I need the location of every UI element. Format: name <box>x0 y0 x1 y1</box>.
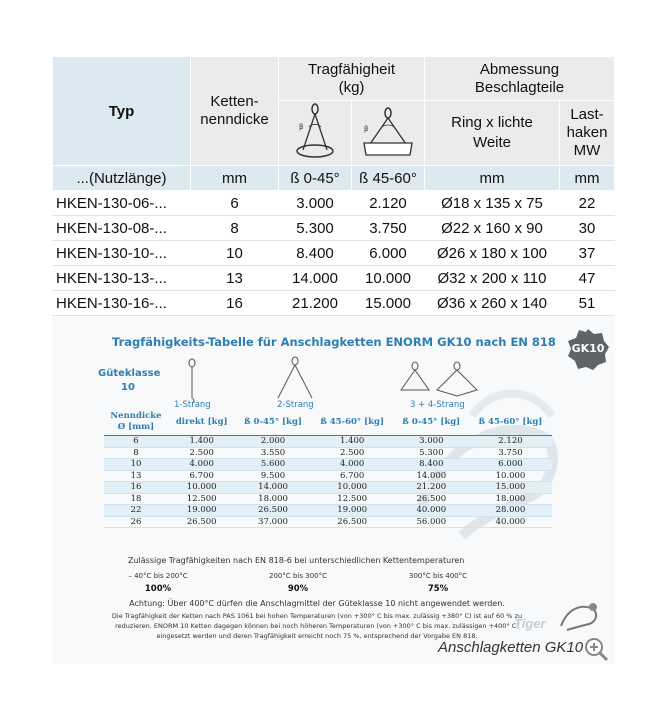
table-row <box>104 436 552 448</box>
table-row <box>104 447 552 459</box>
subheader-cell: mm <box>560 166 615 191</box>
cell: 10.000 <box>469 470 552 482</box>
cell-load-0-45: 5.300 <box>279 216 352 241</box>
col-header: ß 45-60° [kg] <box>469 409 552 436</box>
cell: 2.120 <box>469 436 552 448</box>
col-header: Nenndicke Ø [mm] <box>104 409 168 436</box>
cell-nenndicke: 13 <box>191 266 279 291</box>
cell: 2.000 <box>235 436 310 448</box>
col-header: direkt [kg] <box>168 409 235 436</box>
temp-range: 300°C bis 400°C <box>409 572 467 580</box>
cell-load-0-45: 8.400 <box>279 241 352 266</box>
cell: 10 <box>104 459 168 471</box>
note-line: eingesetzt werden und deren Tragfähigkeit erreicht noch 75 %, entsprechend der Vorgabe EN 818. <box>156 632 478 640</box>
cell: 28.000 <box>469 505 552 517</box>
header-tragfaehigkeit: Tragfähigheit (kg) <box>279 57 425 101</box>
strang-label: 2-Strang <box>277 400 314 410</box>
cell: 6 <box>104 436 168 448</box>
cell: 1.400 <box>168 436 235 448</box>
single-leg-chain-icon <box>182 358 202 404</box>
cell-load-45-60: 10.000 <box>352 266 425 291</box>
strang-label: 3 + 4-Strang <box>410 400 465 410</box>
cell: 19.000 <box>168 505 235 517</box>
cell-type: HKEN-130-16-... <box>53 291 191 316</box>
note-line: reduzieren. ENORM 10 Ketten dagegen können bei noch höheren Temperaturen (von +300° C bis max. zulässigen +400° C) <box>115 622 519 630</box>
cell: 4.000 <box>311 459 394 471</box>
cell: 18.000 <box>235 493 310 505</box>
cell: 9.500 <box>235 470 310 482</box>
warning-note: Achtung: Über 400°C dürfen die Anschlagmittel der Güteklasse 10 nicht angewendet werden. <box>129 599 505 608</box>
cell: 26.500 <box>394 493 469 505</box>
cell-hook: 47 <box>560 266 615 291</box>
cell: 26.500 <box>168 516 235 528</box>
two-leg-chain-icon <box>279 101 352 166</box>
cell-nenndicke: 10 <box>191 241 279 266</box>
subheader-cell: ß 0-45° <box>279 166 352 191</box>
cell: 3.750 <box>469 447 552 459</box>
panel-title: Tragfähigkeits-Tabelle für Anschlagketten ENORM GK10 nach EN 818 <box>112 335 556 349</box>
cell-ring: Ø26 x 180 x 100 <box>425 241 560 266</box>
col-header: ß 0-45° [kg] <box>394 409 469 436</box>
svg-text:β: β <box>299 123 304 131</box>
temperature-title: Zulässige Tragfähigkeiten nach EN 818-6 bei unterschiedlichen Kettentemperaturen <box>128 556 465 565</box>
three-four-leg-chain-icon <box>395 356 485 404</box>
temp-percent: 75% <box>427 584 449 594</box>
cell-load-0-45: 3.000 <box>279 191 352 216</box>
temp-range: 200°C bis 300°C <box>269 572 327 580</box>
cell: 6.000 <box>469 459 552 471</box>
cell-load-45-60: 2.120 <box>352 191 425 216</box>
header-ring: Ring x lichte Weite <box>425 101 560 166</box>
cell-ring: Ø22 x 160 x 90 <box>425 216 560 241</box>
gueteklasse-label: Güteklasse 10 <box>98 368 161 393</box>
cell: 26.500 <box>235 505 310 517</box>
cell-nenndicke: 8 <box>191 216 279 241</box>
cell-type: HKEN-130-06-... <box>53 191 191 216</box>
cell: 3.000 <box>394 436 469 448</box>
cell: 2.500 <box>168 447 235 459</box>
cell-type: HKEN-130-10-... <box>53 241 191 266</box>
cell-nenndicke: 6 <box>191 191 279 216</box>
svg-text:β: β <box>364 125 369 133</box>
header-kettennenndicke: Ketten- nenndicke <box>191 57 279 166</box>
cell: 40.000 <box>394 505 469 517</box>
two-leg-wide-chain-icon <box>352 101 425 166</box>
cell: 10.000 <box>168 482 235 494</box>
cell-ring: Ø36 x 260 x 140 <box>425 291 560 316</box>
tiger-logo-icon <box>557 598 603 632</box>
zoom-icon[interactable] <box>583 636 609 662</box>
cell-load-45-60: 6.000 <box>352 241 425 266</box>
table-row <box>53 266 615 291</box>
note-line: Die Tragfähigkeit der Ketten nach PAS 1061 bei hohen Temperaturen (von +300° C bis max. zulässig +380° C) ist auf 60 % zu <box>111 612 523 620</box>
cell: 26.500 <box>311 516 394 528</box>
cell-hook: 22 <box>560 191 615 216</box>
cell: 18 <box>104 493 168 505</box>
subheader-cell: mm <box>191 166 279 191</box>
cell: 13 <box>104 470 168 482</box>
cell: 6.700 <box>168 470 235 482</box>
table-row <box>104 470 552 482</box>
cell: 2.500 <box>311 447 394 459</box>
table-row <box>104 482 552 494</box>
cell-type: HKEN-130-13-... <box>53 266 191 291</box>
table-row <box>104 505 552 517</box>
temp-percent: 100% <box>144 584 172 594</box>
image-caption: Anschlagketten GK10 <box>438 639 584 656</box>
cell: 19.000 <box>311 505 394 517</box>
cell-type: HKEN-130-08-... <box>53 216 191 241</box>
cell: 5.600 <box>235 459 310 471</box>
cell-nenndicke: 16 <box>191 291 279 316</box>
cell: 37.000 <box>235 516 310 528</box>
cell: 12.500 <box>168 493 235 505</box>
table-row <box>53 241 615 266</box>
cell: 22 <box>104 505 168 517</box>
spec-table <box>52 56 615 316</box>
header-lasthaken: Last- haken MW <box>560 101 615 166</box>
table-row <box>104 493 552 505</box>
cell: 8.400 <box>394 459 469 471</box>
cell: 10.000 <box>311 482 394 494</box>
strang-label: 1-Strang <box>174 400 211 410</box>
cell: 26 <box>104 516 168 528</box>
cell: 15.000 <box>469 482 552 494</box>
gk10-badge-label: GK10 <box>571 342 605 355</box>
cell-ring: Ø32 x 200 x 110 <box>425 266 560 291</box>
subheader-cell: ß 45-60° <box>352 166 425 191</box>
cell-ring: Ø18 x 135 x 75 <box>425 191 560 216</box>
cell: 6.700 <box>311 470 394 482</box>
table-row <box>53 291 615 316</box>
cell: 4.000 <box>168 459 235 471</box>
table-row <box>104 516 552 528</box>
table-row <box>53 216 615 241</box>
col-header: ß 0-45° [kg] <box>235 409 310 436</box>
subheader-cell: mm <box>425 166 560 191</box>
cell: 5.300 <box>394 447 469 459</box>
cell: 3.550 <box>235 447 310 459</box>
cell-load-0-45: 21.200 <box>279 291 352 316</box>
brand-logo-text: Tiger <box>514 616 546 631</box>
cell-hook: 30 <box>560 216 615 241</box>
load-capacity-table <box>104 409 552 528</box>
header-typ: Typ <box>53 57 191 166</box>
cell-load-45-60: 15.000 <box>352 291 425 316</box>
cell-hook: 51 <box>560 291 615 316</box>
cell-hook: 37 <box>560 241 615 266</box>
cell-load-0-45: 14.000 <box>279 266 352 291</box>
temp-percent: 90% <box>287 584 309 594</box>
cell: 14.000 <box>394 470 469 482</box>
cell: 56.000 <box>394 516 469 528</box>
table-row <box>53 191 615 216</box>
cell: 12.500 <box>311 493 394 505</box>
subheader-cell: ...(Nutzlänge) <box>53 166 191 191</box>
cell: 18.000 <box>469 493 552 505</box>
header-abmessung: Abmessung Beschlagteile <box>425 57 615 101</box>
col-header: ß 45-60° [kg] <box>311 409 394 436</box>
cell: 16 <box>104 482 168 494</box>
cell: 21.200 <box>394 482 469 494</box>
cell: 1.400 <box>311 436 394 448</box>
temp-range: – 40°C bis 200°C <box>128 572 188 580</box>
cell: 8 <box>104 447 168 459</box>
product-image-panel[interactable] <box>52 316 614 664</box>
cell: 40.000 <box>469 516 552 528</box>
cell: 14.000 <box>235 482 310 494</box>
table-row <box>104 459 552 471</box>
two-leg-chain-small-icon <box>270 356 320 404</box>
cell-load-45-60: 3.750 <box>352 216 425 241</box>
